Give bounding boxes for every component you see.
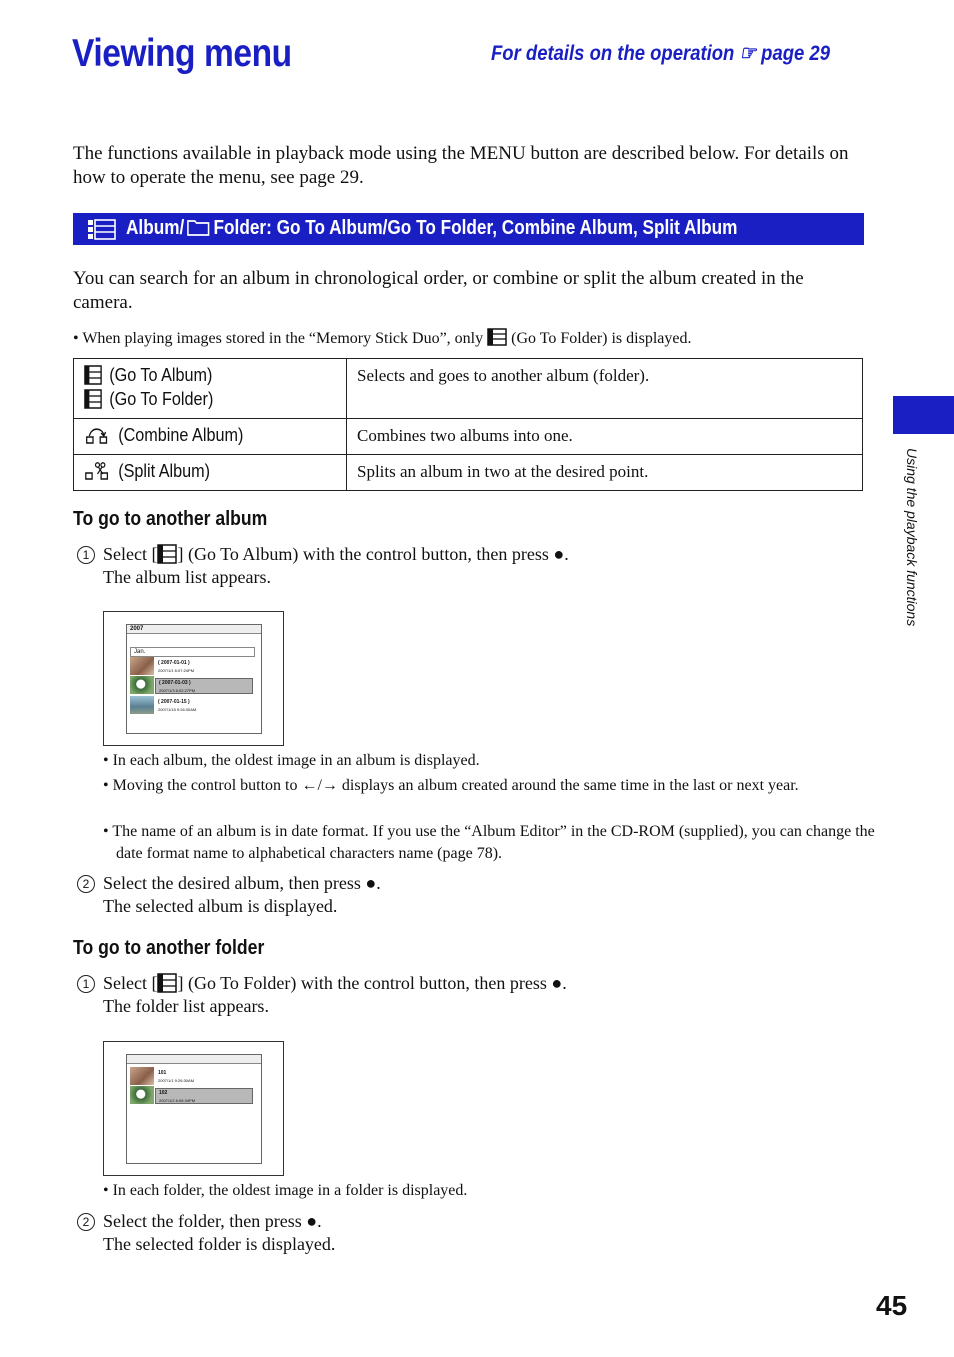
album-thumbnail: [130, 676, 154, 694]
page-number: 45: [876, 1290, 908, 1321]
go-to-album-icon: [157, 544, 177, 564]
function-label-cell: [74, 359, 347, 419]
section-heading-album: Album/: [126, 217, 185, 239]
function-description-cell: Selects and goes to another album (folder).: [347, 359, 863, 419]
album-step-2: Select the desired album, then press ●.: [103, 873, 381, 893]
folder-subheading: To go to another folder: [73, 937, 265, 959]
album-bullet: • In each album, the oldest image in an album is displayed.: [103, 752, 480, 769]
function-description-cell: Splits an album in two at the desired point.: [347, 455, 863, 491]
go-to-album-label: (Go To Album): [109, 365, 213, 385]
camera-screen: [126, 624, 262, 734]
month-label: Jan.: [130, 647, 255, 657]
step-number: 1: [77, 546, 95, 564]
album-step-1: [103, 543, 569, 566]
step-text-after: ] (Go To Folder) with the control button, then press ●.: [177, 973, 567, 993]
functions-table: [73, 358, 863, 491]
folder-step-1: [103, 972, 567, 995]
folder-bullet: • In each folder, the oldest image in a folder is displayed.: [103, 1182, 468, 1199]
chapter-tab: [893, 396, 954, 434]
operation-reference: For details on the operation ☞ page 29: [491, 42, 830, 65]
function-description-cell: Combines two albums into one.: [347, 419, 863, 455]
step-number: 2: [77, 875, 95, 893]
album-info: 2007/1/3 6:02:27PM: [159, 688, 196, 693]
table-row: [74, 455, 863, 491]
note-text-before: • When playing images stored in the “Memory Stick Duo”, only: [73, 330, 484, 347]
intro-paragraph: The functions available in playback mode using the MENU button are described below. For details on how to operate the menu, see page 29.: [73, 143, 849, 188]
folder-name: 102: [159, 1090, 168, 1096]
go-to-folder-label: (Go To Folder): [109, 389, 214, 409]
combine-album-icon: [84, 425, 111, 445]
function-label-cell: [74, 455, 347, 491]
step-text-after: ] (Go To Album) with the control button, then press ●.: [177, 544, 569, 564]
step-text-before: Select [: [103, 973, 158, 993]
chapter-label-text: Using the playback functions: [904, 448, 920, 627]
album-list-item[interactable]: [130, 696, 254, 714]
table-row: [74, 419, 863, 455]
go-to-folder-icon: [84, 389, 102, 409]
chapter-label: [900, 448, 924, 678]
section-heading-rest: Folder: Go To Album/Go To Folder, Combine Album, Split Album: [213, 217, 738, 239]
year-label: 2007: [127, 625, 261, 634]
go-to-folder-icon: [487, 328, 507, 346]
split-album-icon: [84, 461, 111, 481]
folder-name: 101: [158, 1070, 167, 1076]
album-info: 2007/1/15 9:26:30AM: [158, 707, 197, 712]
album-name: ( 2007-01-03 ): [159, 680, 191, 686]
folder-list-screenshot: [103, 1041, 284, 1176]
folder-thumbnail: [130, 1067, 154, 1085]
folder-info: 2007/1/2 6:06:34PM: [159, 1098, 196, 1103]
memory-stick-note: [73, 328, 691, 348]
album-step-2-result: The selected album is displayed.: [103, 896, 338, 916]
table-row: [74, 359, 863, 419]
album-name: ( 2007-01-01 ): [158, 660, 190, 666]
section-description: You can search for an album in chronological order, or combine or split the album created in the camera.: [73, 268, 804, 313]
folder-thumbnail: [130, 1086, 154, 1104]
album-step-1-result: The album list appears.: [103, 567, 271, 587]
step-number: 2: [77, 1213, 95, 1231]
go-to-folder-icon: [157, 973, 177, 993]
folder-list-item[interactable]: [130, 1067, 254, 1085]
section-heading-bar: [73, 213, 864, 245]
combine-album-label: (Combine Album): [118, 425, 244, 445]
album-list-screenshot: [103, 611, 284, 746]
function-label-cell: [74, 419, 347, 455]
album-list-item-selected[interactable]: [130, 676, 254, 694]
album-thumbnail: [130, 696, 154, 714]
album-list-item[interactable]: [130, 657, 254, 675]
album-info: 2007/1/1 6:07:24PM: [158, 668, 195, 673]
album-thumbnail: [130, 657, 154, 675]
camera-screen: [126, 1054, 262, 1164]
folder-info: 2007/1/1 9:26:30AM: [158, 1078, 195, 1083]
album-subheading: To go to another album: [73, 508, 268, 530]
album-name: ( 2007-01-15 ): [158, 699, 190, 705]
album-bullet: • The name of an album is in date format. If you use the “Album Editor” in the CD-ROM (supplied), you can change the date format name to alphabetical characters name (page 78).: [103, 823, 875, 862]
step-text-before: Select [: [103, 544, 158, 564]
step-number: 1: [77, 975, 95, 993]
split-album-label: (Split Album): [118, 461, 211, 481]
screen-title-bar: [127, 1055, 261, 1064]
folder-icon: [186, 218, 210, 236]
note-text-after: (Go To Folder) is displayed.: [511, 330, 692, 347]
folder-list-item-selected[interactable]: [130, 1086, 254, 1104]
page-title: Viewing menu: [72, 32, 292, 75]
folder-step-2: Select the folder, then press ●.: [103, 1211, 322, 1231]
go-to-album-icon: [84, 365, 102, 385]
album-bullet: • Moving the control button to ←/→ displays an album created around the same time in the last or next year.: [103, 777, 799, 794]
folder-step-1-result: The folder list appears.: [103, 996, 269, 1016]
folder-step-2-result: The selected folder is displayed.: [103, 1234, 336, 1254]
album-list-icon: [87, 218, 117, 240]
